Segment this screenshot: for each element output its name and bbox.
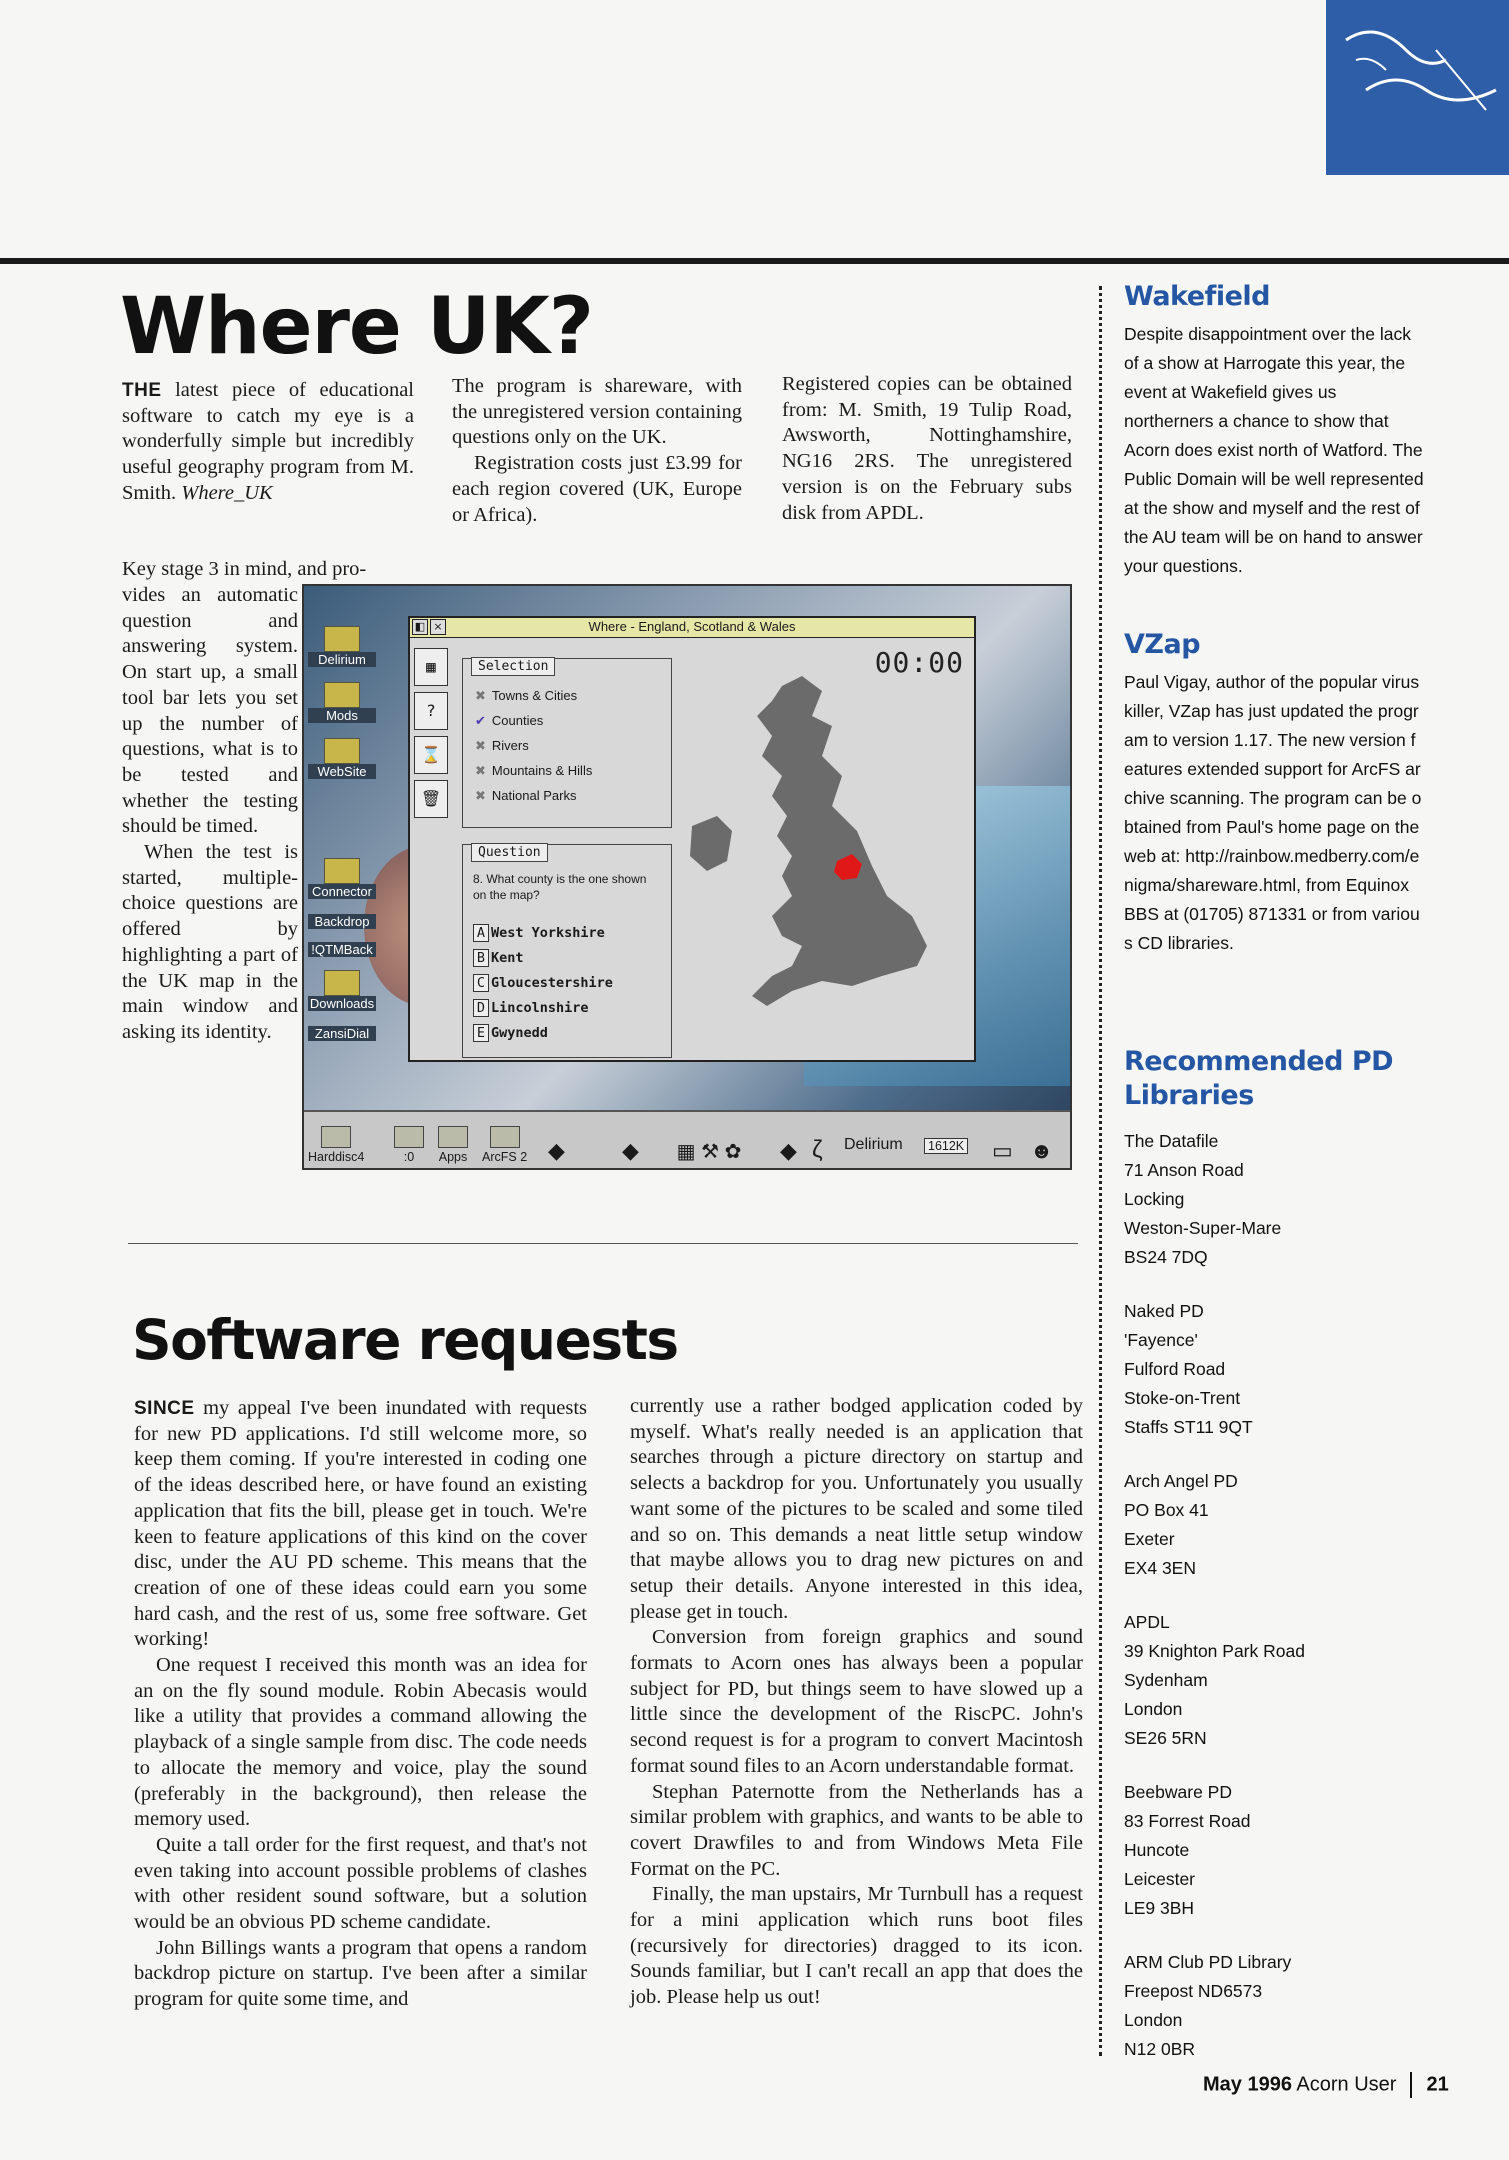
article1-col2-p1: The program is shareware, with the unregistered version containing questions only on the UK. — [452, 375, 742, 449]
library-name: Naked PD — [1124, 1301, 1204, 1321]
selection-option[interactable]: ✖ Rivers — [475, 738, 529, 753]
address-line: Freepost ND6573 — [1124, 1981, 1263, 2001]
library-address — [1124, 1467, 1424, 1583]
timer-toggle-icon[interactable]: ⌛ — [414, 736, 448, 774]
article2-p4: John Billings wants a program that opens a random backdrop picture on startup. I've been after a similar program for quite some time, and — [134, 1936, 587, 2011]
northern-ireland-shape — [690, 816, 732, 871]
library-address — [1124, 1778, 1424, 1923]
magazine-name: Acorn User — [1296, 2073, 1397, 2096]
issue-date: May 1996 — [1203, 2073, 1292, 2096]
diamond-icon[interactable]: ◆ — [780, 1138, 797, 1163]
address-line: Sydenham — [1124, 1670, 1208, 1690]
address-line: London — [1124, 2010, 1183, 2030]
address-line: Leicester — [1124, 1869, 1196, 1889]
sidebar-heading: Wakefield — [1124, 281, 1270, 312]
trash-icon[interactable]: 🗑 — [414, 780, 448, 818]
program-name: Where_UK — [181, 481, 273, 504]
close-icon[interactable]: × — [430, 619, 446, 635]
diamond-icon[interactable]: ◆ — [622, 1138, 639, 1163]
address-line: PO Box 41 — [1124, 1500, 1209, 1520]
address-line: 71 Anson Road — [1124, 1160, 1244, 1180]
harddisc-icon[interactable]: Harddisc4 — [308, 1126, 364, 1164]
desktop-icon[interactable]: Downloads — [308, 970, 376, 1020]
delirium-label[interactable]: Delirium — [844, 1136, 903, 1153]
apps-icon[interactable]: Apps — [438, 1126, 468, 1164]
start-flag-icon[interactable]: ▦ — [414, 648, 448, 686]
question-count-icon[interactable]: ? — [414, 692, 448, 730]
article1-column3 — [782, 372, 1072, 526]
tool-column — [414, 648, 448, 824]
back-icon[interactable]: ◧ — [412, 619, 428, 635]
address-line: 83 Forrest Road — [1124, 1811, 1251, 1831]
article1-p2: When the test is started, multiple-choice questions are offered by highlighting a part of the UK map in the main window and asking its identity. — [122, 841, 298, 1043]
desktop-icon[interactable]: !QTMBack — [308, 942, 376, 964]
sidebar-wakefield — [1124, 280, 1424, 581]
article2-c2-p2: Conversion from foreign graphics and sound formats to Acorn ones has always been a popular subject for PD, but things seem to have slowed up a little since the development of the RiscPC. John's second request is for a program to convert Macintosh format sound files to an Acorn understandable format. — [630, 1626, 1083, 1777]
address-line: N12 0BR — [1124, 2039, 1196, 2059]
app-icons-group[interactable]: ▦ ⚒ ✿ — [676, 1141, 742, 1163]
article1-lead-word: THE — [122, 380, 162, 401]
answer-option[interactable]: E Gwynedd — [463, 1021, 671, 1046]
question-label: Question — [471, 843, 548, 862]
desktop-icon[interactable]: ZansiDial — [308, 1026, 376, 1048]
address-line: EX4 3EN — [1124, 1558, 1196, 1578]
article2-p1: my appeal I've been inundated with requests for new PD applications. I'd still welcome more, so keep them coming. If you're interested in coding one of the ideas described here, or have found an existing application that fits the bill, please get in touch. We're keen to feature applications of this kind on the cover disc, under the AU PD scheme. This means that the creation of one of these ideas could earn you some hard cash, and the rest of us, some free software. Get working! — [134, 1397, 587, 1651]
answer-option[interactable]: C Gloucestershire — [463, 971, 671, 996]
article1-column1-top — [122, 378, 414, 507]
sidebar-dotted-rule — [1099, 286, 1102, 2056]
address-line: BS24 7DQ — [1124, 1247, 1208, 1267]
address-line: Fulford Road — [1124, 1359, 1226, 1379]
article2-c2-p3: Stephan Paternotte from the Netherlands has a similar problem with graphics, and wants to be able to covert Drawfiles to and from Windows Meta File Format on the PC. — [630, 1780, 1083, 1880]
cross-icon: ✖ — [475, 738, 486, 753]
answer-option[interactable]: A West Yorkshire — [463, 921, 671, 946]
monitor-icon[interactable]: ▭ — [992, 1138, 1013, 1163]
ramdisc-icon[interactable]: :0 — [394, 1126, 424, 1164]
library-name: ARM Club PD Library — [1124, 1952, 1292, 1972]
address-list — [1124, 1127, 1424, 2064]
riscos-iconbar — [304, 1110, 1070, 1168]
desktop-icon[interactable]: WebSite — [308, 738, 376, 788]
where-uk-screenshot — [302, 584, 1072, 1170]
uk-map-graphic — [672, 646, 968, 1056]
address-line: 39 Knighton Park Road — [1124, 1641, 1305, 1661]
desktop-icon[interactable]: Backdrop — [308, 914, 376, 936]
address-line: SE26 5RN — [1124, 1728, 1207, 1748]
cross-icon: ✖ — [475, 788, 486, 803]
answer-option[interactable]: B Kent — [463, 946, 671, 971]
cross-icon: ✖ — [475, 688, 486, 703]
article1-col2-p2: Registration costs just £3.99 for each region covered (UK, Europe or Africa). — [452, 452, 742, 526]
address-line: Weston-Super-Mare — [1124, 1218, 1282, 1238]
address-line: Locking — [1124, 1189, 1185, 1209]
article1-column1-narrow — [122, 583, 298, 1046]
window-title[interactable]: Where - England, Scotland & Wales — [410, 618, 974, 638]
address-line: LE9 3BH — [1124, 1898, 1195, 1918]
where-window — [408, 616, 976, 1062]
article2-column2 — [630, 1394, 1083, 2011]
article1-col3-p1: Registered copies can be obtained from: M. Smith, 19 Tulip Road, Awsworth, Nottinghamshire, NG16 2RS. The unregistered version is on the February subs disk from APDL. — [782, 373, 1072, 524]
article1-narrow-text: vides an automatic question and answering system. On start up, a small tool bar lets you set up the number of questions, what is to be tested and whether the testing should be timed. — [122, 584, 298, 838]
sidebar-heading: Recommended PD Libraries — [1124, 1046, 1394, 1111]
article2-column1 — [134, 1396, 587, 2013]
library-name: The Datafile — [1124, 1131, 1219, 1151]
question-panel — [462, 844, 672, 1058]
article1-keystage-line: Key stage 3 in mind, and pro- — [122, 558, 367, 580]
article1-column2 — [452, 374, 742, 528]
selection-option[interactable]: ✔ Counties — [475, 713, 544, 728]
selection-option[interactable]: ✖ Towns & Cities — [475, 688, 578, 703]
address-line: London — [1124, 1699, 1183, 1719]
hands-logo-icon — [1326, 0, 1509, 175]
library-name: Beebware PD — [1124, 1782, 1232, 1802]
sidebar-text: Despite disappointment over the lack of a show at Harrogate this year, the event at Wakefield gives us northerners a chance to show that Acorn does exist north of Watford. The Public Domain will be well represented at the show and myself and the rest of the AU team will be on hand to answer your questions. — [1124, 324, 1424, 576]
footer-divider — [1410, 2072, 1412, 2098]
article1-column1-mid — [122, 557, 414, 583]
answer-option[interactable]: D Lincolnshire — [463, 996, 671, 1021]
diamond-icon[interactable]: ◆ — [548, 1138, 565, 1163]
library-address — [1124, 1297, 1424, 1442]
section-heading: Software requests — [132, 1308, 678, 1372]
arcfs-icon[interactable]: ArcFS 2 — [482, 1126, 527, 1164]
headline: Where UK? — [120, 282, 594, 372]
address-line: Stoke-on-Trent — [1124, 1388, 1241, 1408]
sidebar-vzap — [1124, 628, 1424, 958]
great-britain-shape — [752, 676, 927, 1006]
article2-p2: One request I received this month was an idea for an on the fly sound module. Robin Abecasis would like a utility that provides a command allowing the playback of a single sample from disc. The code needs to allocate the memory and voice, play the sound (preferably in the background), then release the memory used. — [134, 1654, 587, 1831]
article2-p3: Quite a tall order for the first request, and that's not even taking into account possible problems of clashes with other resident sound software, but a solution would be an obvious PD scheme candidate. — [134, 1833, 587, 1934]
sidebar-heading: VZap — [1124, 629, 1201, 660]
tick-icon: ✔ — [475, 713, 486, 728]
article2-lead-word: SINCE — [134, 1398, 195, 1419]
selection-option[interactable]: ✖ National Parks — [475, 788, 577, 803]
selection-panel — [462, 658, 672, 828]
desktop-icon[interactable]: Delirium — [308, 626, 376, 676]
library-address — [1124, 1608, 1424, 1753]
memory-readout[interactable]: 1612K — [924, 1138, 968, 1154]
selection-label: Selection — [471, 657, 555, 676]
desktop-icon[interactable]: Connector — [308, 858, 376, 908]
timer-display: 00:00 — [874, 646, 964, 679]
magazine-section-logo — [1326, 0, 1509, 175]
sidebar-pd-libraries — [1124, 1045, 1424, 2089]
desktop-icon[interactable]: Mods — [308, 682, 376, 732]
page-footer — [1203, 2072, 1449, 2098]
library-name: APDL — [1124, 1612, 1170, 1632]
library-address — [1124, 1127, 1424, 1272]
library-address — [1124, 1948, 1424, 2064]
sidebar-text: Paul Vigay, author of the popular virus killer, VZap has just updated the program to version 1.17. The new version features extended support for ArcFS archive scanning. The program can be obtained from Paul's home page on the web at: http://rainbow.medberry.com/enigma/shareware.html, from Equinox BBS at (01705) 871331 or from various CD libraries. — [1124, 672, 1422, 953]
alien-icon[interactable]: ☻ — [1030, 1138, 1054, 1163]
article2-c2-p1: currently use a rather bodged application coded by myself. What's really needed is an application that searches through a picture directory on startup and selects a backdrop for you. Unfortunately you usually want some of the pictures to be scaled and some tiled and so on. This demands a neat little setup window that maybe allows you to drag new pictures on and setup their details. Anyone interested in this idea, please get in touch. — [630, 1395, 1083, 1623]
top-rule — [0, 258, 1509, 264]
address-line: Huncote — [1124, 1840, 1190, 1860]
article2-c2-p4: Finally, the man upstairs, Mr Turnbull has a request for a mini application which runs boot files (recursively for directories) dragged to its icon. Sounds familiar, but I can't recall an app that does the job. Please help us out! — [630, 1883, 1083, 2009]
page-number: 21 — [1426, 2073, 1449, 2096]
address-line: Staffs ST11 9QT — [1124, 1417, 1253, 1437]
section-divider — [128, 1243, 1078, 1244]
cross-icon: ✖ — [475, 763, 486, 778]
address-line: Exeter — [1124, 1529, 1175, 1549]
address-line: 'Fayence' — [1124, 1330, 1198, 1350]
uk-map[interactable] — [672, 646, 968, 1056]
selection-option[interactable]: ✖ Mountains & Hills — [475, 763, 593, 778]
library-name: Arch Angel PD — [1124, 1471, 1238, 1491]
article1-intro: latest piece of educational software to catch my eye is a wonderfully simple but incredibly useful geography program from M. Smith. — [122, 379, 414, 504]
question-text: 8. What county is the one shown on the map? — [473, 872, 647, 902]
zeta-icon[interactable]: ζ — [812, 1136, 823, 1163]
desktop-icons — [308, 626, 376, 1054]
